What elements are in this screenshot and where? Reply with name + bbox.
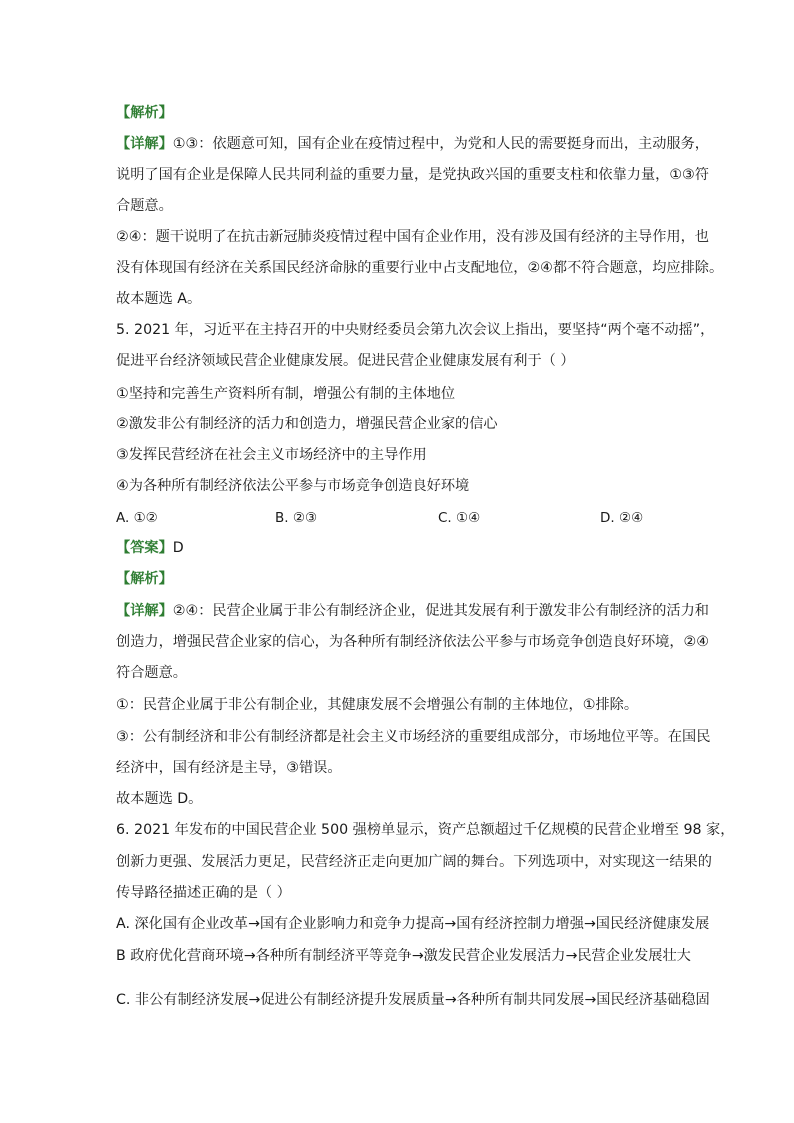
conclusion-text: 故本题选 D。 [116,791,203,807]
analysis-heading-1: 【解析】 [116,105,173,121]
question-5-stem: 促进平台经济领域民营企业健康发展。促进民营企业健康发展有利于（ ） [116,353,575,369]
option-b-line: B 政府优化营商环境→各种所有制经济平等竞争→激发民营企业发展活力→民营企业发展壮大 [116,948,691,964]
statement-item: ④为各种所有制经济依法公平参与市场竞争创造良好环境 [116,478,470,494]
statement-item: ③发挥民营经济在社会主义市场经济中的主导作用 [116,447,427,463]
text-line: ③：公有制经济和非公有制经济都是社会主义市场经济的重要组成部分，市场地位平等。在国民 [116,729,711,745]
option-a: A. ①② [116,510,158,526]
answer-value: D [172,540,184,556]
analysis-heading-2: 【解析】 [116,571,173,587]
question-6-stem: 创新力更强、发展活力更足，民营经济正走向更加广阔的舞台。下列选项中，对实现这一结果的 [116,854,712,870]
option-b: B. ②③ [275,510,318,526]
detail-tag: 【详解】 [116,603,173,619]
detail-text: ②④：民营企业属于非公有制经济企业，促进其发展有利于激发非公有制经济的活力和 [172,603,709,619]
detail-paragraph-1 [116,134,709,154]
option-a-line: A. 深化国有企业改革→国有企业影响力和竞争力提高→国有经济控制力增强→国民经济健康发展 [116,916,710,932]
statement-item: ①坚持和完善生产资料所有制，增强公有制的主体地位 [116,386,456,402]
detail-paragraph-2 [116,601,709,621]
detail-text: ①③：依题意可知，国有企业在疫情过程中，为党和人民的需要挺身而出，主动服务， [172,136,709,152]
detail-tag: 【详解】 [116,136,173,152]
text-line: 符合题意。 [116,665,187,681]
answer-line [116,538,184,558]
option-c: C. ①④ [438,510,481,526]
statement-item: ②激发非公有制经济的活力和创造力，增强民营企业家的信心 [116,416,498,432]
text-line: 说明了国有企业是保障人民共同利益的重要力量，是党执政兴国的重要支柱和依靠力量，①③符 [116,167,709,183]
text-line: ①：民营企业属于非公有制企业，其健康发展不会增强公有制的主体地位，①排除。 [116,697,639,713]
answer-tag: 【答案】 [116,540,173,556]
conclusion-text: 故本题选 A。 [116,291,202,307]
text-line: 合题意。 [116,198,173,214]
text-line: 没有体现国有经济在关系国民经济命脉的重要行业中占支配地位，②④都不符合题意，均应排除。 [116,260,724,276]
option-c-line: C. 非公有制经济发展→促进公有制经济提升发展质量→各种所有制共同发展→国民经济基础稳固 [116,992,710,1008]
text-line: 创造力，增强民营企业家的信心，为各种所有制经济依法公平参与市场竞争创造良好环境，②④ [116,634,709,650]
question-5-stem: 5. 2021 年，习近平在主持召开的中央财经委员会第九次会议上指出，要坚持“两个毫不动摇”， [116,322,715,338]
text-line: 经济中，国有经济是主导，③错误。 [116,760,342,776]
question-6-stem: 6. 2021 年发布的中国民营企业 500 强榜单显示，资产总额超过千亿规模的民营企业增至 98 家， [116,822,735,838]
question-6-stem: 传导路径描述正确的是（ ） [116,885,291,901]
text-line: ②④：题干说明了在抗击新冠肺炎疫情过程中国有企业作用，没有涉及国有经济的主导作用，也 [116,229,709,245]
option-d: D. ②④ [600,510,644,526]
